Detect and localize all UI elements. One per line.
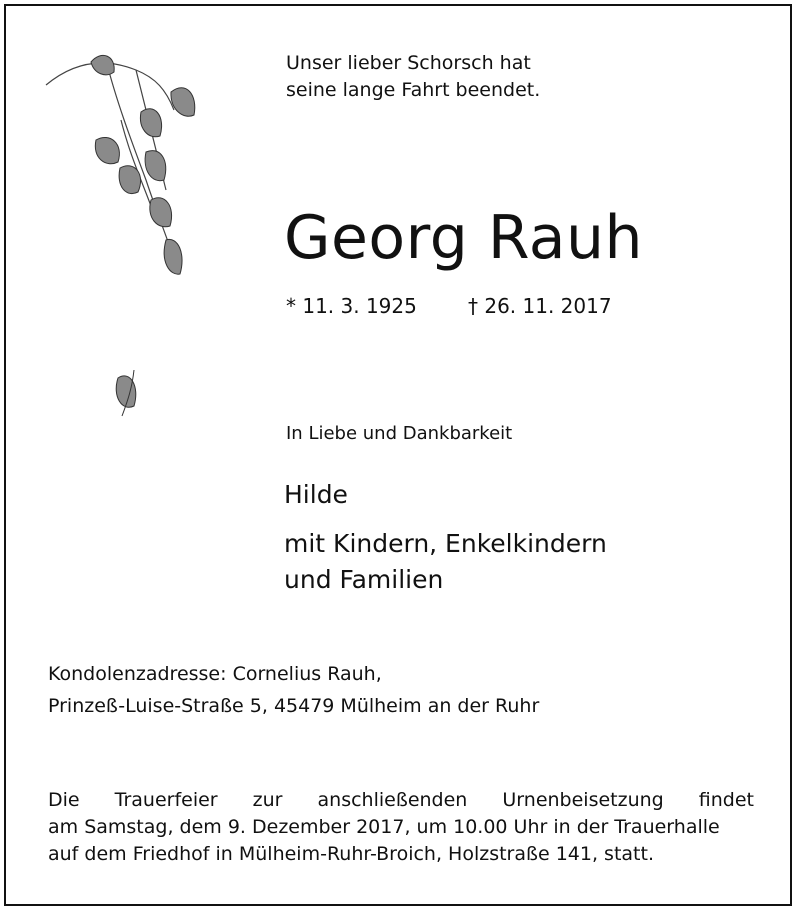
deceased-name: Georg Rauh (284, 203, 644, 273)
birth-date: * 11. 3. 1925 (286, 294, 417, 318)
birch-branch-icon (36, 40, 216, 440)
ceremony-line: auf dem Friedhof in Mülheim-Ruhr-Broich, Holzstraße 141, statt. (48, 843, 654, 865)
mourner-family (284, 526, 607, 598)
intro-line: Unser lieber Schorsch hat (286, 52, 531, 74)
ceremony-line: am Samstag, dem 9. Dezember 2017, um 10.00 Uhr in der Trauerhalle (48, 816, 720, 838)
mourner-line: und Familien (284, 565, 444, 594)
condolence-address-label: Kondolenzadresse: Cornelius Rauh, (48, 663, 382, 685)
ceremony-line: Die Trauerfeier zur anschließenden Urnenbeisetzung findet (48, 789, 754, 811)
mourner-line: mit Kindern, Enkelkindern (284, 529, 607, 558)
death-date: † 26. 11. 2017 (468, 294, 612, 318)
intro-line: seine lange Fahrt beendet. (286, 79, 541, 101)
intro-text (286, 50, 540, 104)
ceremony-text (48, 787, 754, 868)
mourner-name: Hilde (284, 480, 348, 509)
condolence-address-street: Prinzeß-Luise-Straße 5, 45479 Mülheim an der Ruhr (48, 695, 540, 717)
thanks-text: In Liebe und Dankbarkeit (286, 423, 513, 444)
